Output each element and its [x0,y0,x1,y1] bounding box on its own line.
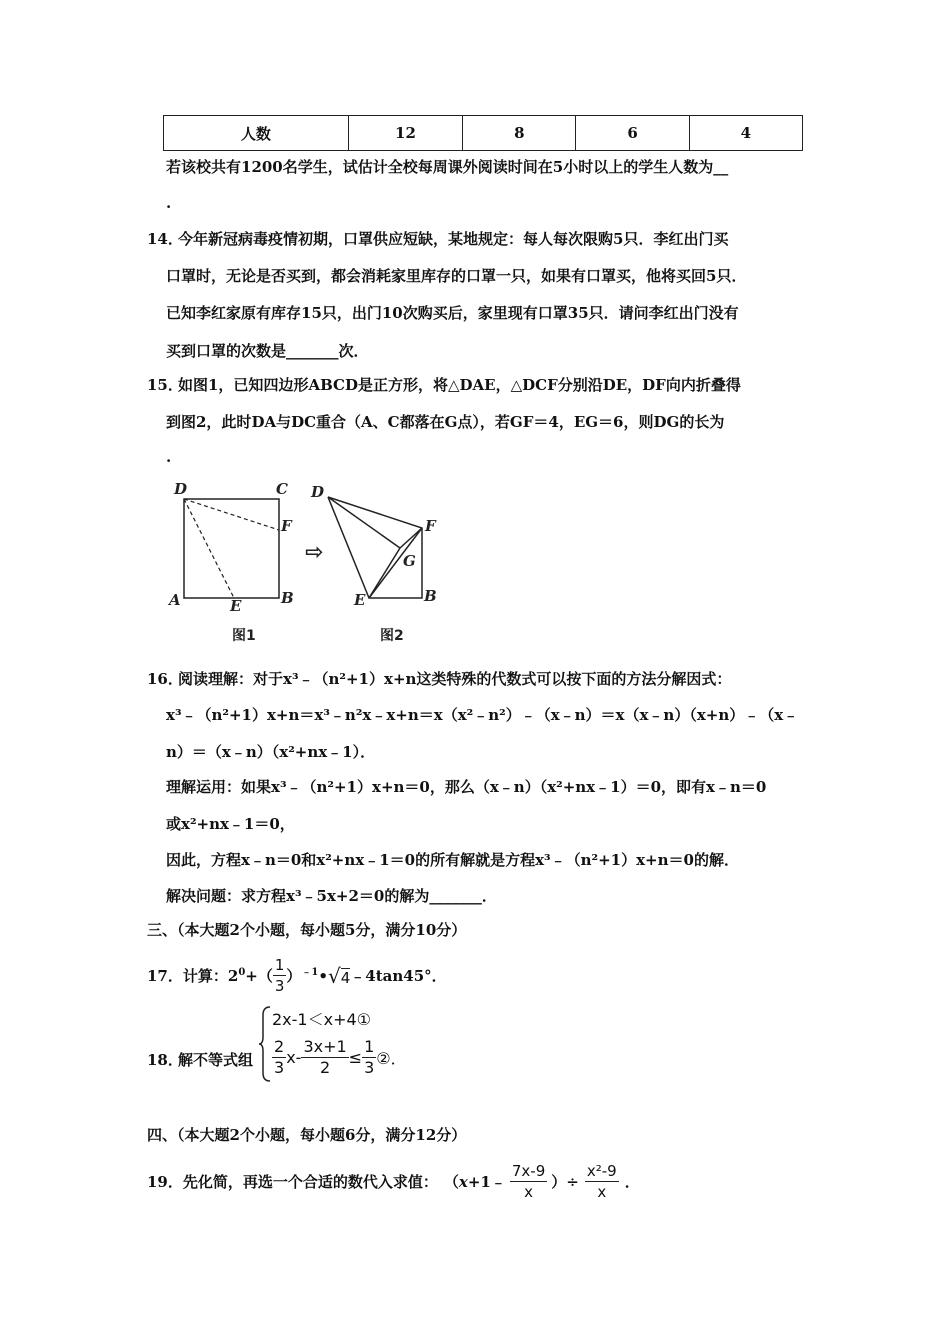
label-b: B [281,589,294,607]
q18-frac3-num: 1 [364,1037,375,1056]
q17-frac-denominator: 3 [274,977,285,995]
q19: 19． 先化简，再选一个合适的数代入求值： （x+1﹣ $\frac{7x-9}{x}$ ）÷ $\frac{\text{x²-9}}{x}$ ． [147,1162,640,1201]
label-f: F [425,517,436,535]
arrow-icon: ⇨ [305,540,324,565]
q18-frac2-den: 2 [319,1058,331,1077]
q16-therefore: 因此，方程x﹣n＝0和x²+nx﹣1＝0的所有解就是方程x³﹣（n²+1）x+n＝0的解． [166,851,739,869]
table-cell: 12 [348,116,462,151]
q16-solve: 解决问题：求方程x³﹣5x+2＝0的解为_______． [166,887,497,905]
q18-inequality-1: 2x-1＜x+4① [272,1010,372,1029]
label-b: B [424,587,437,605]
table-row [164,116,803,151]
q13-line1: 若该校共有1200名学生，试估计全校每周课外阅读时间在5小时以上的学生人数为__ [166,158,729,176]
q16-number: 16． [147,670,183,688]
label-g: G [403,552,416,570]
q17-number: 17． [147,967,183,985]
table-cell: 人数 [164,116,349,151]
q14-line1: 今年新冠病毒疫情初期，口罩供应短缺，某地规定：每人每次限购5只．李红出门买 [178,230,729,248]
q18-label: 解不等式组 [178,1051,254,1069]
square-abcd [184,499,279,598]
q18-number: 18． [147,1051,183,1069]
fold-line-df [184,499,279,530]
q14-line3: 已知李红家原有库存15只，出门10次购买后，家里现有口罩35只．请问李红出门没有 [166,304,739,322]
q18-frac3-den: 3 [364,1058,375,1077]
fold-line-de [184,499,234,598]
reading-time-table [163,115,803,151]
q19-frac2-num: x²-9 [586,1162,617,1180]
table-cell: 6 [576,116,689,151]
label-d: D [174,480,188,498]
q18-inequality-2: $\frac{2}{3}$ x- $\frac{3x+1}{2}$ ≤ $\frac{1}{3}$ ②． [274,1037,407,1077]
q19-frac2-den: x [597,1183,607,1201]
figure-1-caption: 图1 [232,628,256,644]
figure-2-caption: 图2 [380,628,404,644]
figure-1 [167,480,294,644]
label-a: A [169,591,181,609]
q17-frac-numerator: 1 [274,956,285,974]
q16-eq1: x³﹣（n²+1）x+n＝x³﹣n²x﹣x+n＝x（x²﹣n²）﹣（x﹣n）＝x（x﹣n）（x+n）﹣（x﹣ [166,706,799,724]
q15-line2: 到图2，此时DA与DC重合（A、C都落在G点），若GF＝4，EG＝6，则DG的长为 [166,413,725,431]
q14-number: 14． [147,230,183,248]
q19-frac1-den: x [524,1183,534,1201]
q18-frac1-num: 2 [274,1037,285,1056]
q15-line3: . [166,448,172,466]
label-c: C [276,480,288,498]
q17-fraction [273,955,287,996]
q14-line2: 口罩时，无论是否买到，都会消耗家里库存的口罩一只，如果有口罩买，他将买回5只． [166,267,747,285]
table-cell: 8 [463,116,576,151]
q17-label: 计算： [182,967,228,985]
label-e: E [354,591,366,609]
label-d: D [311,483,325,501]
q15-figures [160,475,460,650]
section-4-heading: 四、（本大题2个小题，每小题6分，满分12分） [147,1126,467,1144]
segment-eg [369,548,400,598]
q16-intro: 阅读理解：对于x³﹣（n²+1）x+n这类特殊的代数式可以按下面的方法分解因式： [178,670,732,688]
q19-number: 19． [147,1173,183,1191]
q15-number: 15． [147,376,183,394]
q17: 17． 计算： $2^0+$（ $\frac{1}{3}$ ）$^{﹣1}$• √4 ﹣4tan45°． [147,956,447,995]
section-3-heading: 三、（本大题2个小题，每小题5分，满分10分） [147,921,467,939]
q19-label: 先化简，再选一个合适的数代入求值： [182,1173,438,1191]
q15-line1: 如图1，已知四边形ABCD是正方形，将△DAE，△DCF分别沿DE，DF向内折叠得 [178,376,741,394]
q16-eq2: n）＝（x﹣n）（x²+nx﹣1）． [166,743,376,761]
q18-frac1-den: 3 [274,1058,285,1077]
q18-frac2-num: 3x+1 [303,1037,347,1056]
figure-2 [310,483,437,644]
label-e: E [230,597,242,615]
q16-apply1: 理解运用：如果x³﹣（n²+1）x+n＝0，那么（x﹣n）（x²+nx﹣1）＝0，即有x﹣n＝0 [166,778,767,796]
label-f: F [281,517,292,535]
q13-line2: . [166,194,172,212]
table-cell: 4 [689,116,802,151]
segment-fg [400,528,422,548]
q16-apply2: 或x²+nx﹣1＝0， [166,815,295,833]
q14-line4: 买到口罩的次数是_______次． [166,342,369,360]
q19-frac1-num: 7x-9 [511,1162,546,1180]
system-brace [258,1005,272,1083]
